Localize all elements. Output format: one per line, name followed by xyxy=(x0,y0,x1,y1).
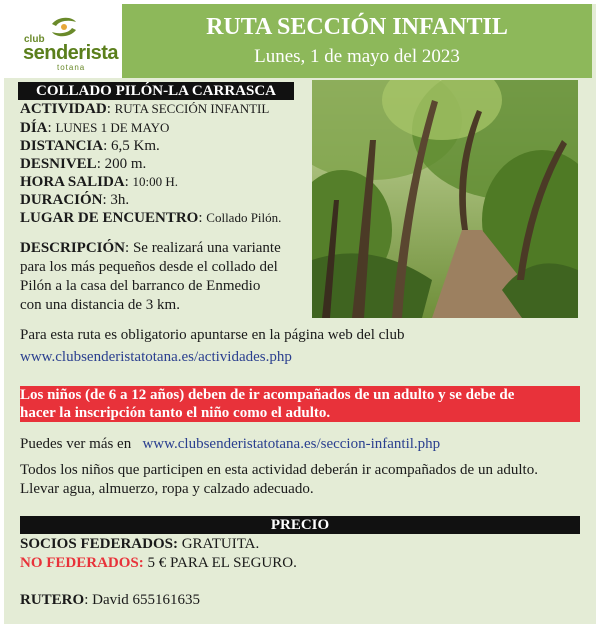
alert-banner xyxy=(20,386,580,422)
logo-sub-text: totana xyxy=(57,63,86,72)
field-label: DESNIVEL xyxy=(20,156,97,172)
seccion-infantil-link[interactable]: www.clubsenderistatotana.es/seccion-infantil.php xyxy=(142,436,441,452)
notes-paragraph xyxy=(20,461,538,499)
field-hora-salida: HORA SALIDA: 10:00 H. xyxy=(20,174,179,190)
descripcion-label: DESCRIPCIÓN xyxy=(20,240,126,256)
logo-name-text: senderista xyxy=(23,42,119,64)
more-info-prefix: Puedes ver más en xyxy=(20,436,132,452)
price-socios xyxy=(20,536,259,553)
rutero-value: David 655161635 xyxy=(92,592,201,608)
field-label: DÍA xyxy=(20,120,48,136)
field-desnivel: DESNIVEL: 200 m. xyxy=(20,156,147,172)
field-duracion: DURACIÓN: 3h. xyxy=(20,192,130,208)
header-band xyxy=(122,4,592,78)
activities-link[interactable]: www.clubsenderistatotana.es/actividades.php xyxy=(20,349,292,365)
route-name-bar: COLLADO PILÓN-LA CARRASCA xyxy=(18,82,294,100)
field-actividad: ACTIVIDAD: RUTA SECCIÓN INFANTIL xyxy=(20,101,270,117)
alert-line: Los niños (de 6 a 12 años) deben de ir acompañados de un adulto y se debe de xyxy=(20,387,515,403)
price-no-federados xyxy=(20,555,297,572)
descripcion-line: Se realizará una variante xyxy=(132,240,281,256)
rutero-label: RUTERO xyxy=(20,592,85,608)
field-value: 3h. xyxy=(110,192,130,208)
price-bar: PRECIO xyxy=(20,516,580,534)
field-distancia: DISTANCIA: 6,5 Km. xyxy=(20,138,160,154)
field-label: ACTIVIDAD xyxy=(20,101,107,117)
field-dia: DÍA: LUNES 1 DE MAYO xyxy=(20,120,170,136)
club-logo-mark-icon xyxy=(48,16,80,38)
forest-path-photo xyxy=(312,80,578,318)
price-value: GRATUITA. xyxy=(181,536,260,552)
price-value: 5 € PARA EL SEGURO. xyxy=(147,555,297,571)
signup-text: Para esta ruta es obligatorio apuntarse en la página web del club xyxy=(20,327,405,343)
field-value: 10:00 H. xyxy=(132,174,179,189)
field-label: DISTANCIA xyxy=(20,138,104,154)
field-value: 200 m. xyxy=(104,156,147,172)
descripcion-line: Pilón a la casa del barranco de Enmedio xyxy=(20,278,261,294)
forest-path-illustration xyxy=(312,80,578,318)
event-date: Lunes, 1 de mayo del 2023 xyxy=(254,46,460,67)
logo-club-text: club xyxy=(24,34,45,45)
club-logo xyxy=(4,4,122,78)
price-label: SOCIOS FEDERADOS: xyxy=(20,536,178,552)
field-value: LUNES 1 DE MAYO xyxy=(55,120,170,135)
field-value: Collado Pilón. xyxy=(206,210,282,225)
note-line: Todos los niños que participen en esta actividad deberán ir acompañados de un adulto. xyxy=(20,462,538,478)
more-info xyxy=(20,435,440,454)
field-label: DURACIÓN xyxy=(20,192,103,208)
page-title: RUTA SECCIÓN INFANTIL xyxy=(206,14,508,40)
field-label: LUGAR DE ENCUENTRO xyxy=(20,210,199,226)
field-value: RUTA SECCIÓN INFANTIL xyxy=(114,101,270,116)
field-label: HORA SALIDA xyxy=(20,174,125,190)
note-line: Llevar agua, almuerzo, ropa y calzado adecuado. xyxy=(20,481,314,497)
alert-line: hacer la inscripción tanto el niño como el adulto. xyxy=(20,405,331,421)
descripcion-paragraph: DESCRIPCIÓN: Se realizará una variante para los más pequeños desde el collado del Pilón a la casa del barranco de Enmedio con una distancia de 3 km. xyxy=(20,239,310,315)
rutero: RUTERO: David 655161635 xyxy=(20,592,201,608)
field-lugar: LUGAR DE ENCUENTRO: Collado Pilón. xyxy=(20,210,282,226)
descripcion-line: para los más pequeños desde el collado del xyxy=(20,259,278,275)
price-label: NO FEDERADOS: xyxy=(20,555,144,571)
descripcion-line: con una distancia de 3 km. xyxy=(20,297,180,313)
field-value: 6,5 Km. xyxy=(111,138,160,154)
